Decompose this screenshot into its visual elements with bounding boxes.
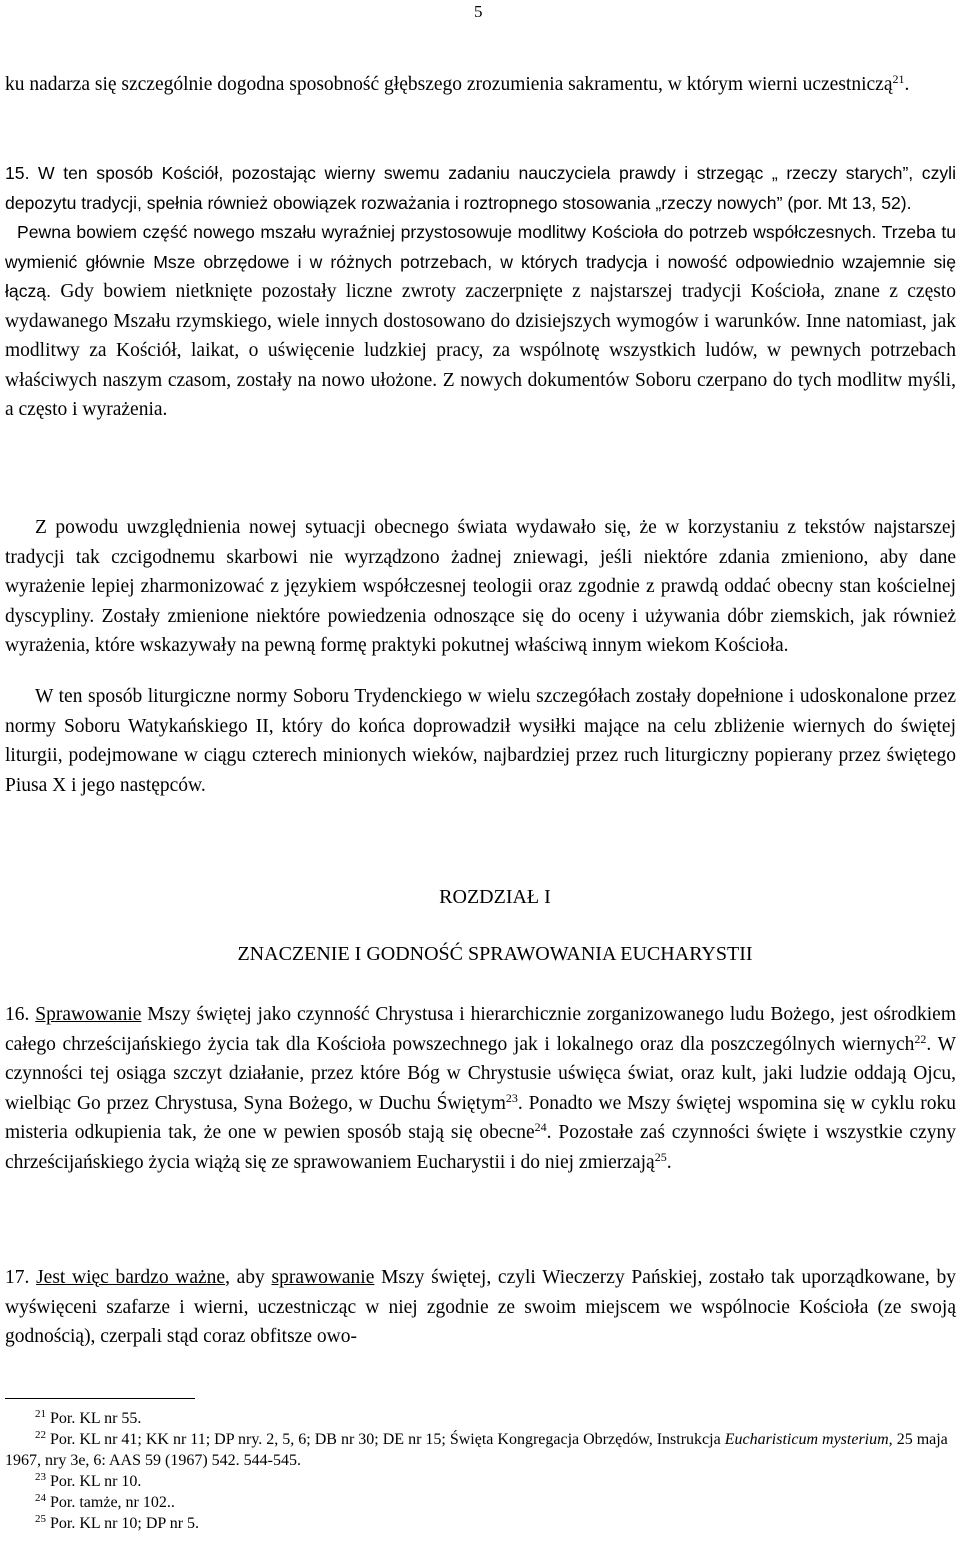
footnote-ref-24[interactable]: 24 [534, 1120, 547, 1134]
paragraph-16 [5, 1000, 956, 1177]
footnote-ref-22[interactable]: 22 [914, 1031, 927, 1046]
footnote-22-text-b: 25 maja 1967, nry 3e, 6: AAS 59 (1967) 542. 544-545. [5, 1431, 948, 1469]
paragraph-16-text-d: . Pozostałe zaś czynności święte i wszystkie czyny chrześcijańskiego życia wiążą się ze sprawowaniem Eucharystii i do niej zmierzają [5, 1122, 956, 1173]
footnote-23-number: 23 [35, 1471, 46, 1483]
underlined-sprawowanie-2: sprawowanie [271, 1267, 375, 1288]
footnote-24 [5, 1492, 956, 1513]
footnote-25 [5, 1513, 956, 1534]
paragraph-powodu [5, 513, 956, 661]
footnote-24-text: Por. tamże, nr 102.. [46, 1494, 175, 1511]
paragraph-15-opening: 15. W ten sposób Kościół, pozostając wierny swemu zadaniu nauczyciela prawdy i strzegąc „ rzeczy starych”, czyli depozytu tradycji, spełnia również obowiązek rozważania i roztropnego stosowania „rzeczy nowych” (por. Mt 13, 52). [5, 163, 956, 213]
footnote-22-number: 22 [35, 1429, 46, 1441]
footnote-22-text-a: Por. KL nr 41; KK nr 11; DP nry. 2, 5, 6; DB nr 30; DE nr 15; Święta Kongregacja Obrzędów, Instrukcja [46, 1431, 725, 1448]
paragraph-17-text-b: Mszy świętej, czyli Wieczerzy Pańskiej, zostało tak uporządkowane, by wyświęceni szafarze i wierni, uczestnicząc w niej zgodnie ze swoim miejscem we wspólnocie Kościoła (ze swoją godnością), czerpali stąd coraz obfitsze owo- [5, 1267, 957, 1347]
footnote-25-number: 25 [35, 1513, 46, 1525]
paragraph-17-text-a: , aby [225, 1267, 272, 1288]
paragraph-powodu-text: Z powodu uwzględnienia nowej sytuacji obecnego świata wydawało się, że w korzystaniu z tekstów najstarszej tradycji tak czcigodnemu skarbowi nie wyrządzono żadnej zniewagi, jeśli niektóre zdania zmieniono, aby dane wyrażenie lepiej zharmonizować z językiem współczesnej teologii oraz zgodnie z prawdą oddać obecny stan kościelnej dyscypliny. Zostały zmienione niektóre powiedzenia odnoszące się do oceny i używania dóbr ziemskich, jak również wyrażenia, które wskazywały na pewną formę praktyki pokutnej właściwą innym wiekom Kościoła. [5, 517, 956, 656]
underlined-sprawowanie: Sprawowanie [35, 1004, 142, 1025]
footnote-22-italic: Eucharisticum mysterium, [724, 1431, 893, 1448]
paragraph-16-text-a: Mszy świętej jako czynność Chrystusa i hierarchicznie zorganizowanego ludu Bożego, jest ośrodkiem całego chrześcijańskiego życia tak dla Kościoła powszechnego jak i lokalnego oraz dla poszczególnych wiernych [5, 1004, 956, 1055]
paragraph-trydent-text: W ten sposób liturgiczne normy Soboru Trydenckiego w wielu szczegółach zostały dopełnione i udoskonalone przez normy Soboru Watykańskiego II, który do końca doprowadził wysiłki mające na celu zbliżenie wiernych do świętej liturgii, podejmowane w ciągu czterech minionych wieków, najbardziej przez ruch liturgiczny popierany przez świętego Piusa X i jego następców. [5, 686, 956, 796]
paragraph-15-body [5, 218, 956, 425]
paragraph-15 [5, 159, 956, 425]
paragraph-17-number: 17. [5, 1267, 37, 1288]
footnote-ref-25[interactable]: 25 [654, 1149, 667, 1164]
footnote-24-number: 24 [35, 1492, 46, 1504]
footnote-divider [5, 1398, 195, 1399]
paragraph-trydent [5, 682, 956, 800]
footnote-21-number: 21 [35, 1408, 46, 1420]
footnote-21 [5, 1408, 956, 1429]
intro-text: ku nadarza się szczególnie dogodna sposobność głębszego zrozumienia sakramentu, w którym wierni uczestniczą [5, 74, 893, 95]
paragraph-15-sans-text: Pewna bowiem część nowego mszału wyraźniej przystosowuje modlitwy Kościoła do potrzeb współczesnych. Trzeba tu wymienić głównie Msze obrzędowe i w różnych potrzebach, w których tradycja i nowość odpowiednio wzajemnie się łączą. [5, 222, 956, 301]
paragraph-15-serif-text: Gdy bowiem nietknięte pozostały liczne zwroty zaczerpnięte z najstarszej tradycji Kościoła, znane z często wydawanego Mszału rzymskiego, wiele innych dostosowano do dzisiejszych wymogów i warunków. Inne natomiast, jak modlitwy za Kościół, laikat, o uświęcenie ludzkiej pracy, za wspólnotę wszystkich ludów, w pewnych potrzebach właściwych naszym czasom, zostały na nowo ułożone. Z nowych dokumentów Soboru czerpano do tych modlitw myśli, a często i wyrażenia. [5, 281, 956, 420]
paragraph-17 [5, 1263, 956, 1352]
footnote-23-text: Por. KL nr 10. [46, 1473, 142, 1490]
footnote-ref-23[interactable]: 23 [505, 1090, 518, 1105]
underlined-jest-wazne: Jest więc bardzo ważne [36, 1267, 226, 1288]
footnote-22 [5, 1429, 956, 1471]
footnote-23 [5, 1471, 956, 1492]
chapter-title: ROZDZIAŁ I [439, 886, 551, 908]
intro-end: . [904, 74, 910, 95]
intro-paragraph [5, 70, 956, 100]
footnotes [5, 1408, 956, 1534]
paragraph-16-text-e: . [666, 1151, 672, 1173]
page-number: 5 [474, 2, 483, 21]
footnote-ref-21[interactable]: 21 [892, 72, 905, 86]
paragraph-16-text-c: . Ponadto we Mszy świętej wspomina się w cyklu roku misteria odkupienia tak, że one w pewien sposób stają się obecne [5, 1092, 956, 1143]
footnote-25-text: Por. KL nr 10; DP nr 5. [46, 1515, 200, 1532]
paragraph-16-text-b: . W czynności tej osiąga szczyt działanie, przez które Bóg w Chrystusie uświęca świat, oraz kult, jaki ludzie oddają Ojcu, wielbiąc Go przez Chrystusa, Syna Bożego, w Duchu Świętym [5, 1033, 956, 1114]
paragraph-16-number: 16. [5, 1004, 36, 1025]
footnote-21-text: Por. KL nr 55. [46, 1410, 142, 1427]
chapter-subtitle: ZNACZENIE I GODNOŚĆ SPRAWOWANIA EUCHARYSTII [237, 943, 753, 965]
